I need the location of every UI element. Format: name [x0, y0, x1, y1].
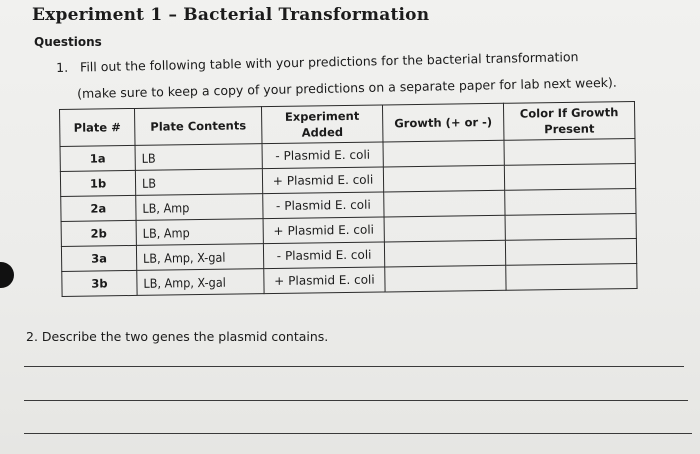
cell-contents: LB, Amp, X-gal — [136, 244, 263, 271]
cell-added-text: Plasmid E. coli — [288, 272, 375, 288]
page-title: Experiment 1 – Bacterial Transformation — [32, 5, 430, 25]
header-growth: Growth (+ or -) — [382, 103, 504, 142]
cell-added-sign: - — [275, 148, 280, 163]
section-heading: Questions — [34, 35, 102, 49]
cell-contents: LB, Amp — [136, 194, 263, 221]
cell-contents: LB — [135, 169, 262, 196]
cell-contents: LB, Amp — [136, 219, 263, 246]
cell-growth[interactable] — [383, 165, 504, 192]
cell-added — [262, 142, 383, 169]
cell-added — [263, 242, 384, 269]
question-1-text-line1: Fill out the following table with your predictions for the bacterial transformation — [79, 49, 579, 75]
cell-contents: LB — [135, 144, 262, 171]
cell-color[interactable] — [505, 213, 636, 240]
cell-plate: 3a — [61, 245, 136, 271]
header-color — [503, 101, 635, 140]
cell-color[interactable] — [505, 188, 636, 215]
cell-growth[interactable] — [383, 140, 504, 167]
header-color-line1: Color If Growth — [519, 105, 619, 121]
cell-plate: 3b — [62, 270, 137, 296]
cell-color[interactable] — [506, 263, 637, 290]
cell-growth[interactable] — [384, 240, 505, 267]
header-added-line1: Experiment — [284, 108, 360, 124]
cell-color[interactable] — [504, 163, 635, 190]
cell-color[interactable] — [505, 238, 636, 265]
cell-added — [264, 267, 385, 294]
header-plate: Plate # — [60, 108, 136, 146]
cell-added-text: Plasmid E. coli — [283, 147, 371, 163]
cell-plate: 1a — [60, 145, 135, 171]
cell-added-sign: + — [274, 273, 285, 289]
cell-added-sign: - — [276, 248, 282, 263]
header-added-line2: Added — [301, 125, 344, 140]
question-1-number: 1. — [56, 59, 69, 75]
cell-growth[interactable] — [384, 215, 505, 242]
cell-growth[interactable] — [385, 265, 506, 292]
cell-added — [263, 217, 384, 244]
question-2: 2. Describe the two genes the plasmid contains. — [26, 329, 329, 344]
predictions-table — [59, 101, 638, 297]
cell-added-text: Plasmid E. coli — [284, 197, 371, 213]
cell-plate: 1b — [60, 170, 135, 196]
header-contents: Plate Contents — [134, 107, 262, 146]
question-1-text-line2: (make sure to keep a copy of your predictions on a separate paper for lab next week). — [77, 74, 617, 101]
answer-line[interactable] — [24, 433, 692, 434]
cell-added-text: Plasmid E. coli — [287, 222, 375, 238]
cell-contents: LB, Amp, X-gal — [137, 269, 264, 296]
cell-plate: 2b — [61, 220, 136, 246]
answer-line[interactable] — [24, 366, 684, 367]
header-color-line2: Present — [544, 121, 595, 137]
cell-growth[interactable] — [384, 190, 505, 217]
answer-line[interactable] — [24, 400, 688, 401]
cell-added — [263, 192, 384, 219]
cell-color[interactable] — [504, 138, 635, 165]
cell-added-text: Plasmid E. coli — [284, 247, 372, 263]
cell-plate: 2a — [61, 195, 136, 221]
cell-added-sign: + — [273, 223, 284, 239]
header-added — [261, 105, 383, 144]
cell-added-sign: - — [275, 198, 281, 213]
binder-hole — [0, 262, 14, 288]
cell-added-text: Plasmid E. coli — [286, 172, 374, 188]
cell-added — [262, 167, 383, 194]
cell-added-sign: + — [272, 173, 283, 189]
question-1 — [56, 49, 579, 75]
